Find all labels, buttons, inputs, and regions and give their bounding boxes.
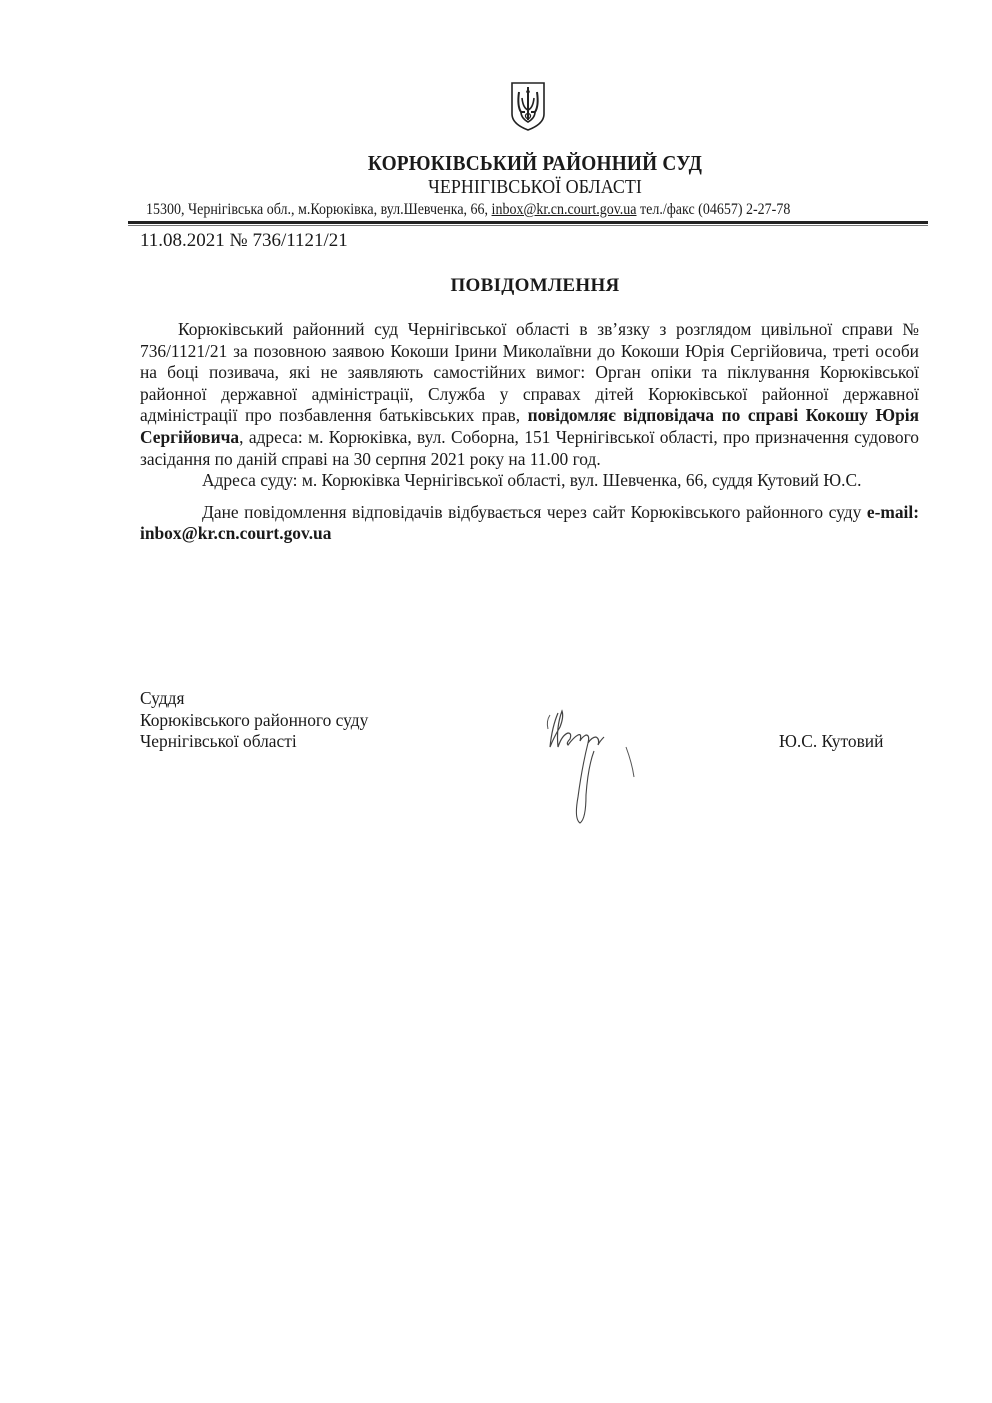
case-number: 736/1121/21 [252, 230, 348, 251]
document-date: 11.08.2021 [140, 230, 225, 251]
notification-method-paragraph [140, 502, 919, 545]
judge-region: Чернігівської області [140, 731, 297, 751]
notice-paragraph-main [140, 319, 919, 470]
page-title: ПОВІДОМЛЕННЯ [450, 275, 620, 296]
paragraph-text: Дане повідомлення відповідачів відбувається через сайт Корюківського районного суду [202, 501, 867, 522]
judge-court: Корюківського районного суду [140, 709, 369, 730]
trident-coat-of-arms-icon [509, 80, 547, 132]
paragraph-text: Корюківський районний суд Чернігівської області в зв’язку з розглядом цивільної справи № 736/1121/21 за позовною заявою Кокоши Ірини Миколаївни до Кокоши Юрія Сергійовича, треті особи на боці позивача, які не заявляють самостійних вимог: Орган опіки та піклування Корюківської районної державної адміністрації, Служба у справах дітей Корюківської районної державної адміністрації про позбавлення батьківських прав, [140, 319, 919, 426]
document-reference [140, 230, 348, 252]
court-name: КОРЮКІВСЬКИЙ РАЙОННИЙ СУД [367, 151, 703, 175]
paragraph-text: , адреса: м. Корюківка, вул. Соборна, 151 Чернігівської області, про призначення судового засідання по даній справі на 30 серпня 2021 року на 11.00 год. [140, 426, 919, 469]
court-phone: тел./факс (04657) 2-27-78 [636, 201, 791, 218]
court-address: 15300, Чернігівська обл., м.Корюківка, вул.Шевченка, 66, [146, 201, 492, 218]
judge-title: Суддя [140, 688, 185, 708]
court-address-paragraph: Адреса суду: м. Корюківка Чернігівської області, вул. Шевченка, 66, суддя Кутовий Ю.С. [202, 470, 862, 491]
court-email-bold: e-mail: inbox@kr.cn.court.gov.ua [140, 501, 919, 544]
number-label: № [229, 230, 248, 251]
court-contact-line [146, 201, 790, 219]
notice-body [140, 319, 919, 545]
judge-name: Ю.С. Кутовий [779, 731, 884, 751]
header-divider [128, 221, 928, 224]
court-region: ЧЕРНІГІВСЬКОЇ ОБЛАСТІ [428, 176, 642, 198]
court-email-link[interactable]: inbox@kr.cn.court.gov.ua [491, 201, 637, 218]
header-divider-thin [128, 225, 928, 226]
judge-title-block [140, 688, 368, 753]
defendant-notice-bold: повідомляє відповідача по справі Кокошу Юрія Сергійовича [140, 405, 919, 447]
handwritten-signature-icon [538, 707, 648, 827]
